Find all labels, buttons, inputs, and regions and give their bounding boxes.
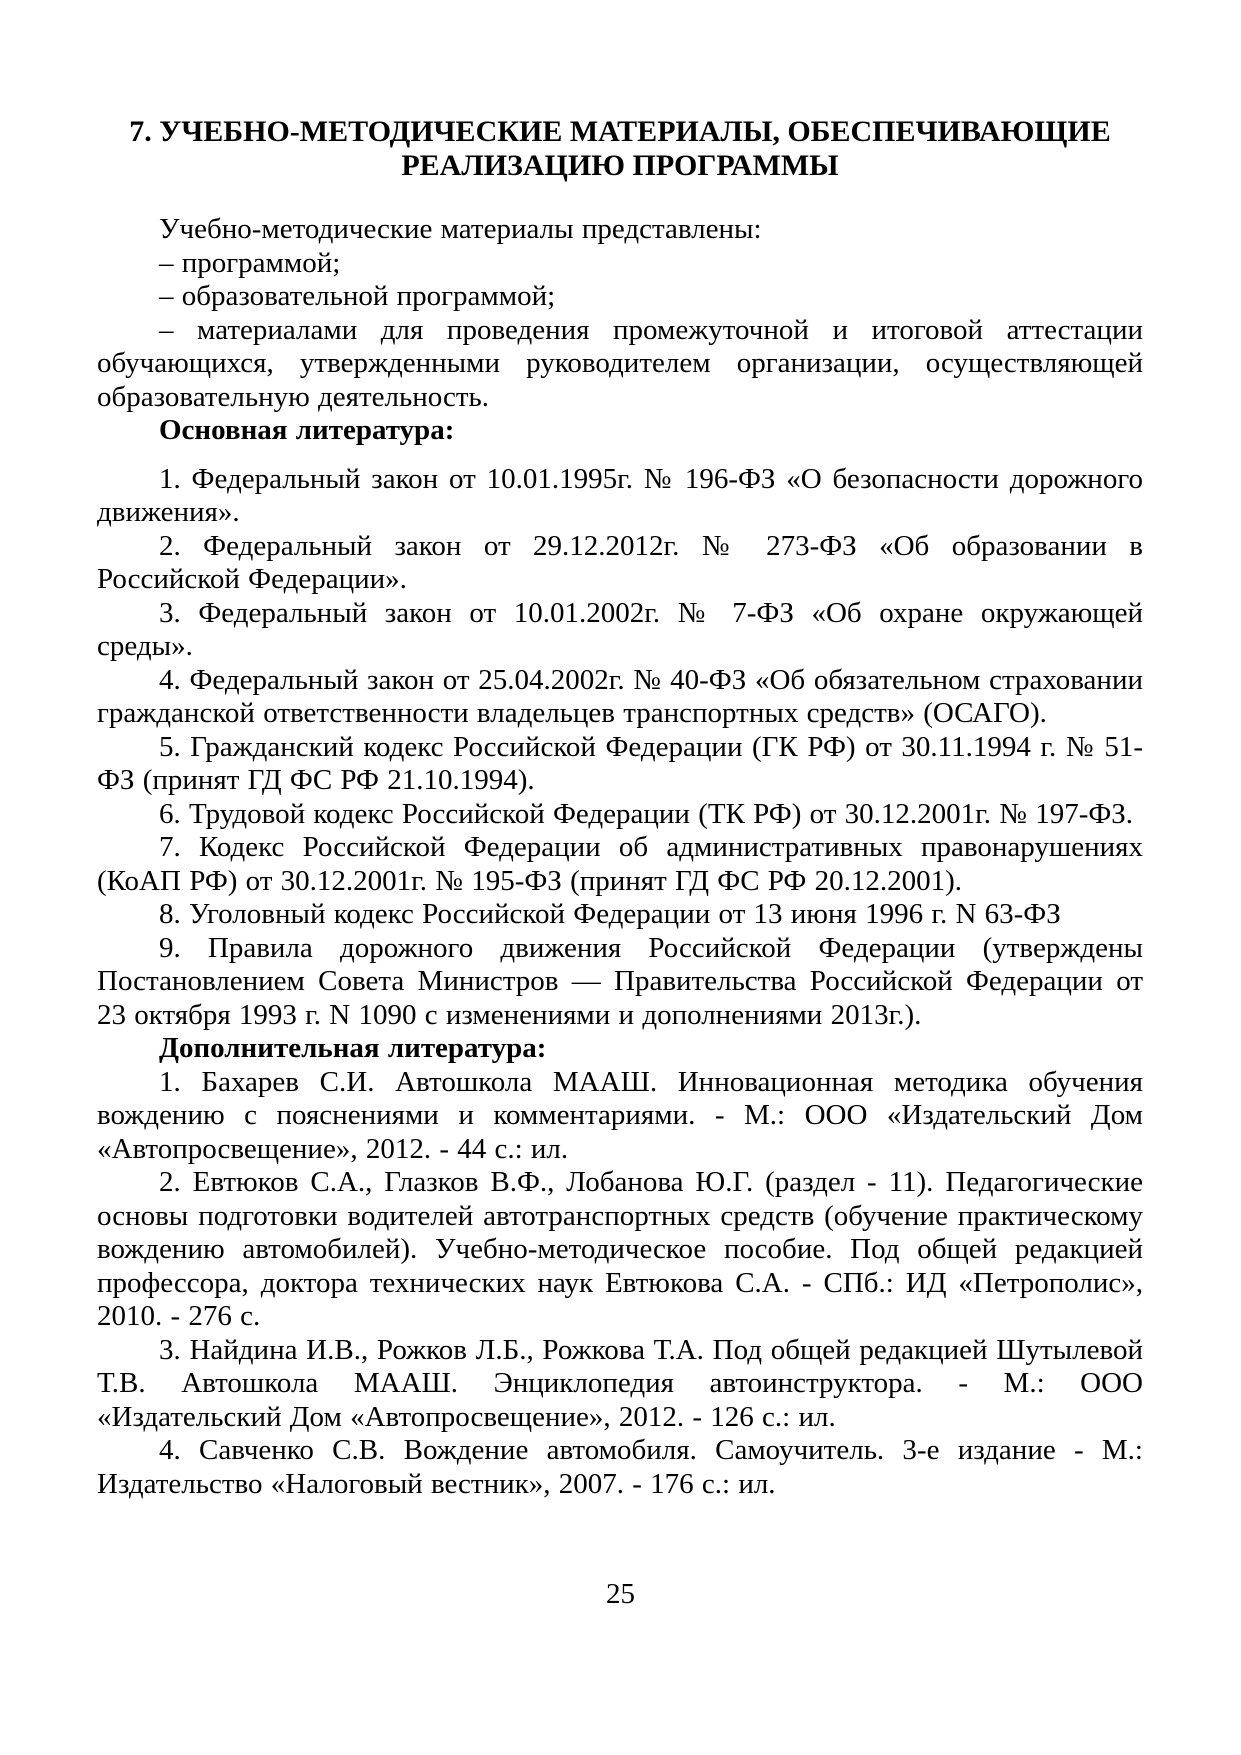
- main-literature-item-6: 6. Трудовой кодекс Российской Федерации (ТК РФ) от 30.12.2001г. № 197-ФЗ.: [159, 797, 1134, 830]
- dash-item-program: – программой;: [159, 246, 341, 279]
- main-literature-item-4: 4. Федеральный закон от 25.04.2002г. № 40-ФЗ «Об обязательном страховании гражданской ответственности владельцев транспортных средств» (ОСАГО).: [97, 663, 1143, 729]
- main-literature-heading: Основная литература:: [159, 414, 455, 446]
- main-literature-item-3: 3. Федеральный закон от 10.01.2002г. № 7-ФЗ «Об охране окружающей среды».: [97, 596, 1143, 662]
- main-literature-item-1: 1. Федеральный закон от 10.01.1995г. № 196-ФЗ «О безопасности дорожного движения».: [97, 462, 1143, 528]
- intro-paragraph: Учебно-методические материалы представлены:: [159, 213, 762, 245]
- page-title: [97, 115, 1143, 182]
- additional-literature-item-2: 2. Евтюков С.А., Глазков В.Ф., Лобанова Ю.Г. (раздел - 11). Педагогические основы подготовки водителей автотранспортных средств (обучение практическому вождению автомобилей). Учебно-методическое пособие. Под общей редакцией профессора, доктора технических наук Евтюкова С.А. - СПб.: ИД «Петрополис», 2010. - 276 с.: [97, 1166, 1143, 1332]
- page-number: 25: [606, 1578, 635, 1610]
- main-literature-item-7: 7. Кодекс Российской Федерации об административных правонарушениях (КоАП РФ) от 30.12.2001г. № 195-ФЗ (принят ГД ФС РФ 20.12.2001).: [97, 831, 1143, 897]
- main-literature-item-2: 2. Федеральный закон от 29.12.2012г. № 273-ФЗ «Об образовании в Российской Федерации».: [97, 529, 1143, 595]
- additional-literature-item-1: 1. Бахарев С.И. Автошкола МААШ. Инновационная методика обучения вождению с пояснениями и комментариями. - М.: ООО «Издательский Дом «Автопросвещение», 2012. - 44 с.: ил.: [97, 1065, 1143, 1165]
- page-title-line-2: РЕАЛИЗАЦИЮ ПРОГРАММЫ: [401, 148, 839, 182]
- main-literature-item-5: 5. Гражданский кодекс Российской Федерации (ГК РФ) от 30.11.1994 г. № 51-ФЗ (принят ГД ФС РФ 21.10.1994).: [97, 730, 1143, 796]
- main-literature-item-8: 8. Уголовный кодекс Российской Федерации от 13 июня 1996 г. N 63-ФЗ: [159, 898, 1061, 930]
- dash-item-educational-program: – образовательной программой;: [159, 280, 556, 312]
- page-title-line-1: 7. УЧЕБНО-МЕТОДИЧЕСКИЕ МАТЕРИАЛЫ, ОБЕСПЕЧИВАЮЩИЕ: [129, 115, 1111, 148]
- main-literature-item-9: 9. Правила дорожного движения Российской Федерации (утверждены Постановлением Совета Министров — Правительства Российской Федерации от 23 октября 1993 г. N 1090 с изменениями и дополнениями 2013г.).: [97, 931, 1143, 1031]
- additional-literature-item-4: 4. Савченко С.В. Вождение автомобиля. Самоучитель. 3-е издание - М.: Издательство «Налоговый вестник», 2007. - 176 с.: ил.: [97, 1434, 1143, 1500]
- dash-item-attestation-materials: – материалами для проведения промежуточной и итоговой аттестации обучающихся, утвержденными руководителем организации, осуществляющей образовательную деятельность.: [97, 313, 1143, 413]
- page-content: [97, 115, 1143, 1501]
- additional-literature-heading: Дополнительная литература:: [159, 1032, 547, 1064]
- additional-literature-item-3: 3. Найдина И.В., Рожков Л.Б., Рожкова Т.А. Под общей редакцией Шутылевой Т.В. Автошкола МААШ. Энциклопедия автоинструктора. - М.: ООО «Издательский Дом «Автопросвещение», 2012. - 126 с.: ил.: [97, 1333, 1143, 1433]
